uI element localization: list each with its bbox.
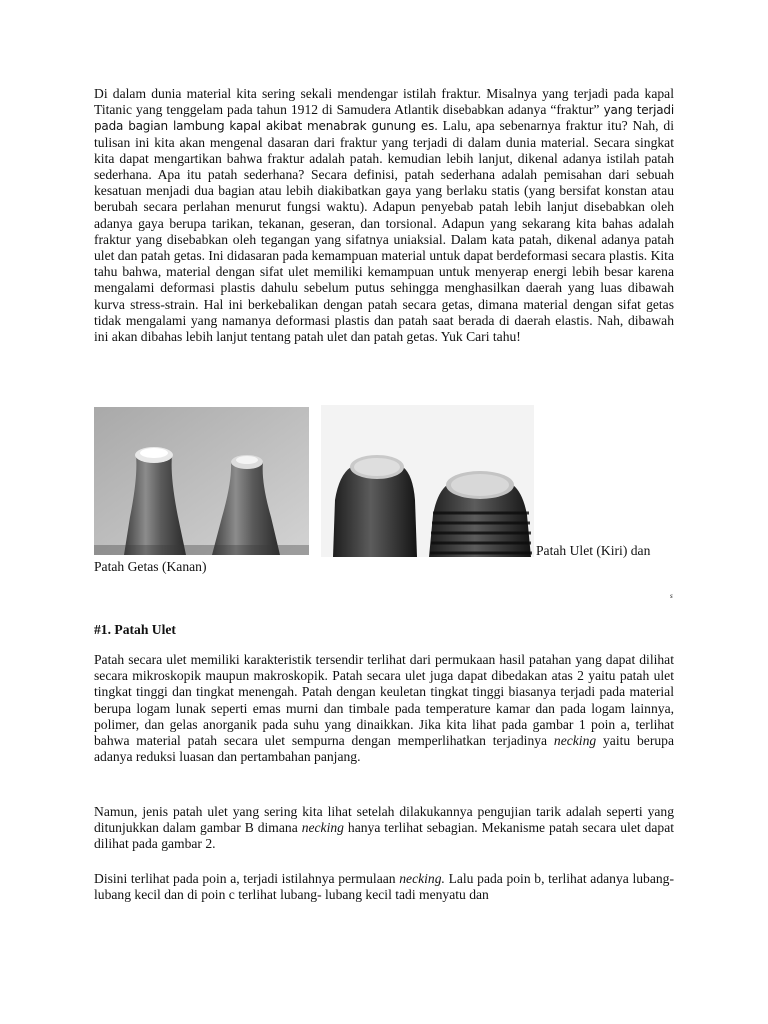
section1-p2-text-a: Namun, jenis patah ulet yang sering kita lihat setelah dilakukannya pengujian tarik adalah seperti yang ditunjukkan dalam gambar B dimana [94, 804, 674, 836]
section1-p1-text-b: yaitu berupa adanya reduksi luasan dan pertambahan panjang. [94, 733, 674, 765]
ductile-fracture-photo [94, 407, 309, 555]
section1-paragraph-1 [94, 652, 674, 765]
intro-paragraph [94, 86, 674, 345]
brittle-fracture-photo [321, 405, 534, 557]
section1-p1-text-a: Patah secara ulet memiliki karakteristik tersendir terlihat dari permukaan hasil patahan yang dapat dilihat secara mikroskopik maupun makroskopik. Patah secara ulet juga dapat dibedakan atas 2 yaitu patah ulet tingkat tinggi dan tingkat menengah. Patah dengan keuletan tingkat tinggi biasanya terjadi pada material berupa logam lunak seperti emas murni dan timbale pada temperature kamar dan pada logam lainnya, polimer, dan gelas anorganik pada suhu yang dinaikkan. Jika kita lihat pada gambar 1 poin a, terlihat bahwa material patah secara ulet sempurna dengan memperlihatkan terjadinya [94, 652, 674, 749]
intro-text-end: Lalu, apa sebenarnya fraktur itu? Nah, di tulisan ini kita akan mengenal dasaran dari fraktur yang terjadi di dalam dunia material. Secara singkat kita dapat mengartikan bahwa fraktur adalah patah. kemudian lebih lanjut, dikenal adanya istilah patah sederhana. Apa itu patah sederhana? Secara definisi, patah sederhana adalah pemisahan dari sebuah kesatuan menjadi dua bagian atau lebih diakibatkan gaya yang berlaku statis (yang bersifat konstan atau berubah secara perlahan menurut fungsi waktu). Adapun penyebab patah lebih lanjut disebabkan oleh adanya gaya berupa tarikan, tekanan, geseran, dan torsional. Adapun yang sekarang kita bahas adalah fraktur yang disebabkan oleh tegangan yang sifatnya uniaksial. Dalam kata patah, dikenal adanya patah ulet dan patah getas. Ini didasaran pada kemampuan material untuk dapat berdeformasi secara plastis. Kita tahu bahwa, material dengan sifat ulet memiliki kemampuan untuk menyerap energi lebih besar karena mengalami deformasi plastis dahulu sebelum putus sehingga menghasilkan daerah yang luas dibawah kurva stress-strain. Hal ini berkebalikan dengan patah secara getas, dimana material dengan sifat getas tidak mengalami yang namanya deformasi plastis dan patah saat berada di daerah elastis. Nah, dibawah ini akan dibahas lebih lanjut tentang patah ulet dan patah getas. Yuk Cari tahu! [94, 118, 674, 345]
section1-p3-necking: necking. [399, 871, 445, 886]
intro-quote-rest: yang terjadi pada bagian lambung kapal akibat menabrak gunung es. [94, 103, 674, 134]
section1-paragraph-2 [94, 804, 674, 853]
section-heading-patah-ulet: #1. Patah Ulet [94, 622, 176, 637]
section1-p2-text-b: hanya terlihat sebagian. Mekanisme patah secara ulet dapat dilihat pada gambar 2. [94, 820, 674, 852]
section1-p1-necking: necking [553, 733, 597, 749]
figure-caption-line1: Patah Ulet (Kiri) dan [536, 543, 651, 558]
section1-p2-necking: necking [301, 820, 344, 836]
intro-quote-fraktur: “fraktur” [550, 102, 600, 118]
page-mark: s [670, 592, 673, 600]
figure-caption-line2: Patah Getas (Kanan) [94, 559, 207, 574]
section1-paragraph-3 [94, 871, 674, 903]
section1-p3-text-b: Lalu pada poin b, terlihat adanya lubang-lubang kecil dan di poin c terlihat lubang- lubang kecil tadi menyatu dan [94, 871, 674, 903]
intro-text-start: Di dalam dunia material kita sering sekali mendengar istilah fraktur. Misalnya yang terjadi pada kapal Titanic yang tenggelam pada tahun 1912 di Samudera Atlantik disebabkan adanya [94, 86, 674, 118]
section1-p3-text-a: Disini terlihat pada poin a, terjadi istilahnya permulaan [94, 871, 400, 886]
